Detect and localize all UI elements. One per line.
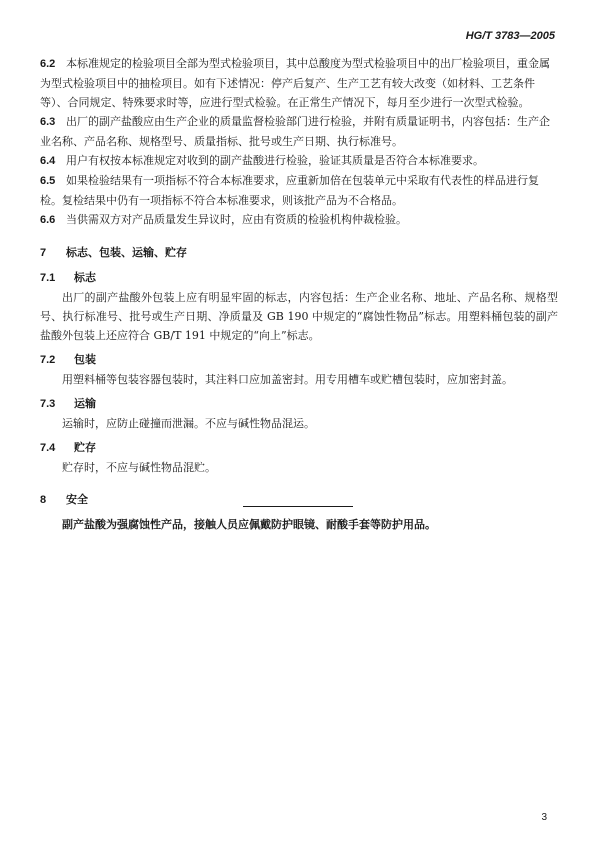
document-body: [40, 54, 558, 534]
section-number: 8: [40, 494, 47, 506]
clause-number: 6.6: [40, 214, 56, 226]
section-8-heading: [40, 490, 558, 510]
subsection-title: 标志: [74, 271, 96, 284]
subsection-7-2-text: 用塑料桶等包装容器包装时，其注料口应加盖密封。用专用槽车或贮槽包装时，应加密封盖。: [62, 373, 513, 386]
clause-number: 6.4: [40, 155, 56, 167]
page-number: 3: [541, 812, 547, 823]
clause-6-5: [40, 171, 558, 210]
subsection-7-1-heading: [40, 268, 558, 288]
subsection-title: 运输: [74, 397, 96, 410]
clause-number: 6.5: [40, 175, 56, 187]
section-title: 标志、包装、运输、贮存: [66, 246, 187, 259]
subsection-title: 贮存: [74, 441, 96, 454]
standard-code: HG/T 3783—2005: [465, 30, 555, 42]
clause-text: 出厂的副产盐酸应由生产企业的质量监督检验部门进行检验，并附有质量证明书，内容包括：生产企业名称、产品名称、规格型号、质量指标、批号或生产日期、执行标准号。: [40, 115, 550, 148]
clause-text: 如果检验结果有一项指标不符合本标准要求，应重新加倍在包装单元中采取有代表性的样品进行复检。复检结果中仍有一项指标不符合本标准要求，则该批产品为不合格品。: [40, 174, 539, 207]
clause-6-6: [40, 210, 558, 230]
section-title: 安全: [66, 493, 88, 506]
subsection-number: 7.3: [40, 398, 56, 410]
subsection-7-1-text: 出厂的副产盐酸外包装上应有明显牢固的标志，内容包括：生产企业名称、地址、产品名称、规格型号、执行标准号、批号或生产日期、净质量及 GB 190 中规定的“腐蚀性物品”标志。用塑料桶包装的副产盐酸外包装上还应符合 GB/T 191 中规定的“向上”标志。: [40, 291, 558, 342]
subsection-7-4-heading: [40, 438, 558, 458]
section-8-text: 副产盐酸为强腐蚀性产品，接触人员应佩戴防护眼镜、耐酸手套等防护用品。: [62, 518, 436, 531]
subsection-7-4-text: 贮存时，不应与碱性物品混贮。: [62, 461, 216, 474]
clause-number: 6.2: [40, 58, 56, 70]
subsection-title: 包装: [74, 353, 96, 366]
clause-text: 本标准规定的检验项目全部为型式检验项目，其中总酸度为型式检验项目中的出厂检验项目，重金属为型式检验项目中的抽检项目。如有下述情况：停产后复产、生产工艺有较大改变（如材料、工艺条件等）、合同规定、特殊要求时等，应进行型式检验。在正常生产情况下，每月至少进行一次型式检验。: [40, 57, 550, 109]
subsection-7-3-heading: [40, 394, 558, 414]
section-number: 7: [40, 247, 47, 259]
clause-text: 用户有权按本标准规定对收到的副产盐酸进行检验，验证其质量是否符合本标准要求。: [66, 154, 484, 167]
section-7-heading: [40, 243, 558, 263]
end-divider: [243, 506, 353, 507]
clause-number: 6.3: [40, 116, 56, 128]
clause-6-4: [40, 151, 558, 171]
subsection-number: 7.4: [40, 442, 56, 454]
subsection-number: 7.1: [40, 272, 56, 284]
clause-6-2: [40, 54, 558, 112]
clause-text: 当供需双方对产品质量发生异议时，应由有资质的检验机构仲裁检验。: [66, 213, 407, 226]
subsection-7-2-heading: [40, 350, 558, 370]
subsection-number: 7.2: [40, 354, 56, 366]
subsection-7-3-text: 运输时，应防止碰撞而泄漏。不应与碱性物品混运。: [62, 417, 315, 430]
clause-6-3: [40, 112, 558, 151]
